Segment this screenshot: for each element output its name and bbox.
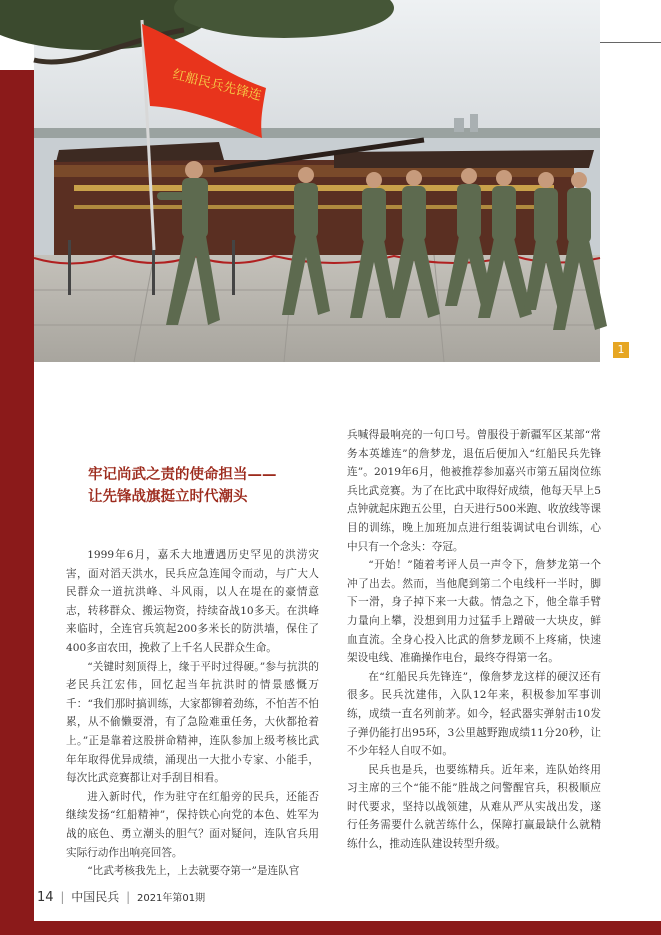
- top-right-rule: [600, 42, 661, 43]
- issue-label: 2021年第01期: [136, 893, 206, 904]
- paragraph: 在“红船民兵先锋连”，像詹梦龙这样的硬汉还有很多。民兵沈建伟，入队12年来，积极参加军事训练，成绩一直名列前茅。如今，轻武器实弹射击10发子弹仍能打出95环，3公里越野跑成绩11分20秒，让不少年轻人自叹不如。: [347, 670, 601, 758]
- section-heading-line2: 让先锋战旗挺立时代潮头: [88, 489, 248, 505]
- left-decorative-bar: [0, 70, 34, 935]
- footer-separator: |: [126, 890, 131, 904]
- paragraph: “关键时刻顶得上，缘于平时过得硬。”参与抗洪的老民兵江宏伟，回忆起当年抗洪时的情景感慨万千：“我们那时搞训练，大家都铆着劲练，不怕苦不怕累，从不偷懒耍滑，有了急险难重任务，大伙都抢着上。”正是靠着这股拼命精神，连队参加上级考核比武年年取得优异成绩，涌现出一大批小专家、小能手，每次比武竞赛都让对手刮目相看。: [66, 660, 319, 785]
- paragraph: 1999年6月，嘉禾大地遭遇历史罕见的洪涝灾害，面对滔天洪水，民兵应急连闻令而动，与广大人民群众一道抗洪峰、斗风雨，以人在堤在的豪情意志，转移群众、搬运物资，持续奋战10多天。在洪峰来临时，全连官兵筑起200多米长的防洪墙，保住了400多亩农田，挽救了上千名人民群众生命。: [66, 549, 319, 654]
- paragraph: “开始！”随着考评人员一声令下，詹梦龙第一个冲了出去。然而，当他爬到第二个电线杆一半时，脚下一滑，身子掉下来一大截。情急之下，他全靠手臂力量向上攀，没想到用力过猛手上蹭破一大块皮，鲜血直流。全身心投入比武的詹梦龙顾不上疼痛，快速架设电线、准确操作电台，最终夺得第一名。: [347, 559, 601, 665]
- paragraph: 民兵也是兵，也要练精兵。近年来，连队始终用习主席的三个“能不能”胜战之问警醒官兵，积极顺应时代要求，坚持以战领建，从难从严从实战出发，遂行任务需要什么就苦练什么，保障打赢最缺什么就精练什么，推动连队建设转型升级。: [347, 763, 601, 851]
- bottom-decorative-bar: [0, 921, 661, 935]
- section-heading: [88, 464, 318, 508]
- flag-text: 红船民兵先锋连: [171, 67, 263, 104]
- magazine-name: 中国民兵: [71, 890, 120, 904]
- paragraph: 兵喊得最响亮的一句口号。曾服役于新疆军区某部“常务本英雄连”的詹梦龙，退伍后便加入“红船民兵先锋连”。2019年6月，他被推荐参加嘉兴市第五届岗位练兵比武竞赛。为了在比武中取得好成绩，他每天早上5点钟就起床跑五公里，白天进行500米跑、收放线等课目的训练，晚上加班加点进行组装调试电台训练，心中只有一个念头：夺冠。: [347, 429, 601, 553]
- right-text-column: [347, 426, 601, 854]
- page-footer: [37, 888, 205, 905]
- section-heading-line1: 牢记尚武之责的使命担当——: [88, 467, 277, 483]
- paragraph: “比武考核我先上，上去就要夺第一”是连队官: [87, 865, 300, 878]
- paragraph: 进入新时代，作为驻守在红船旁的民兵，还能否继续发扬“红船精神”，保持铁心向党的本色、姓军为战的底色、勇立潮头的胆气？面对疑问，连队官兵用实际行动作出响亮回答。: [66, 790, 319, 859]
- page-number: 14: [37, 890, 54, 905]
- militia-march-photo: [34, 0, 625, 362]
- left-text-column: [66, 546, 319, 881]
- photo-number-badge: 1: [613, 342, 629, 358]
- footer-separator: |: [60, 890, 65, 904]
